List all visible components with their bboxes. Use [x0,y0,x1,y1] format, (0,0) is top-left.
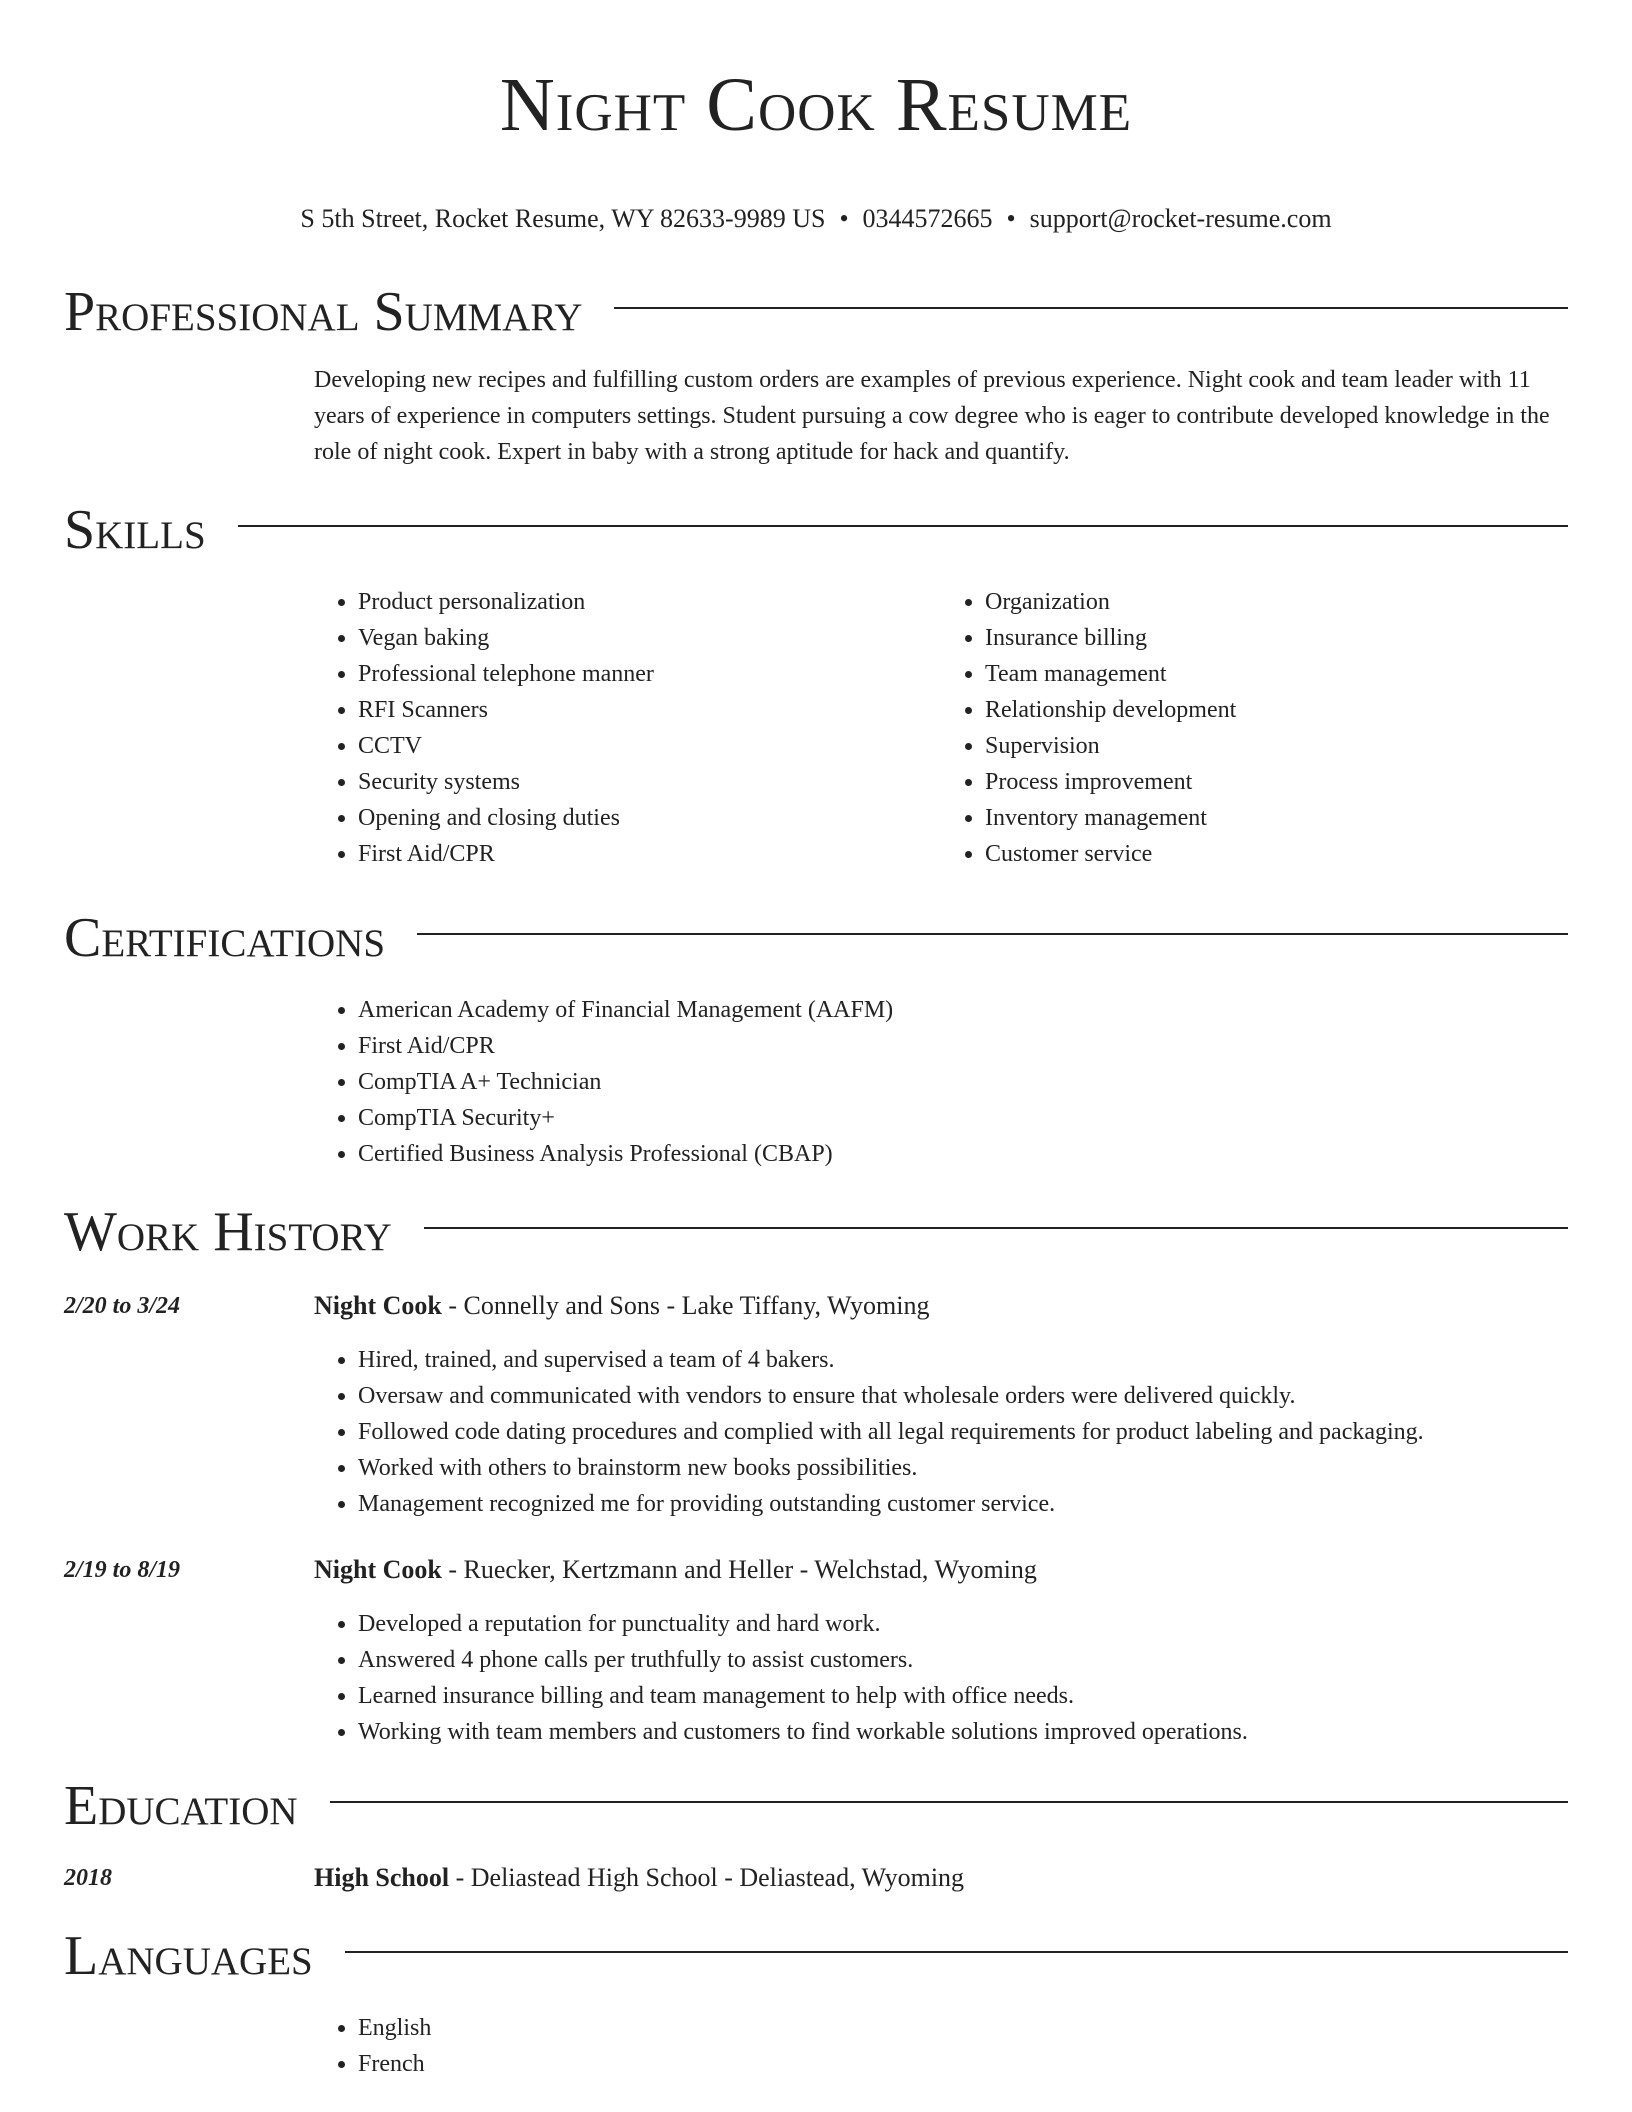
job-bullet: • Learned insurance billing and team management to help with office needs. [358,1678,1568,1714]
section-divider [424,1227,1568,1229]
skill-item: • Supervision [985,728,1568,764]
address: S 5th Street, Rocket Resume, WY 82633-9989 US [300,204,826,233]
job-bullet: • Management recognized me for providing outstanding customer service. [358,1486,1568,1522]
job-title-line [314,1552,1568,1588]
section-divider [238,525,1568,527]
section-heading-work-history [64,1200,1568,1264]
education-degree: High School [314,1863,450,1892]
section-heading-education [64,1774,1568,1838]
phone: 0344572665 [862,204,993,233]
skill-item: • Vegan baking [358,620,941,656]
section-divider [345,1951,1568,1953]
skill-item: • Product personalization [358,584,941,620]
skill-item: • Relationship development [985,692,1568,728]
summary-text: Developing new recipes and fulfilling custom orders are examples of previous experience. Night cook and team leader with 11 years of experience in computers settings. Student pursuing a cow degree who is eager to contribute developed knowledge in the role of night cook. Expert in baby with a strong aptitude for hack and quantify. [314,367,1550,465]
skill-item: • Insurance billing [985,620,1568,656]
job-bullet: • Answered 4 phone calls per truthfully to assist customers. [358,1642,1568,1678]
skills-list-right [941,584,1568,872]
job-entry [64,1552,1568,1750]
job-bullet: • Working with team members and customers to find workable solutions improved operations. [358,1714,1568,1750]
skill-item: • Professional telephone manner [358,656,941,692]
job-title-line [314,1288,1568,1324]
skill-item: • Security systems [358,764,941,800]
separator-dot: • [839,204,849,233]
languages-block [314,2010,1568,2082]
job-bullet: • Followed code dating procedures and complied with all legal requirements for product labeling and packaging. [358,1414,1568,1450]
certifications-block [314,992,1568,1172]
job-employer: - Ruecker, Kertzmann and Heller - Welchstad, Wyoming [441,1555,1037,1584]
section-heading-label: Skills [64,499,206,561]
certification-item: • First Aid/CPR [358,1028,1568,1064]
education-details [314,1860,1568,1896]
contact-line [64,204,1568,234]
skill-item: • Process improvement [985,764,1568,800]
email-link[interactable]: support@rocket-resume.com [1029,204,1332,233]
certification-item: • Certified Business Analysis Professional (CBAP) [358,1136,1568,1172]
education-entry [64,1860,1568,1896]
skills-list-left [314,584,941,872]
section-divider [330,1801,1568,1803]
job-title: Night Cook [314,1555,442,1584]
skill-item: • Organization [985,584,1568,620]
job-bullet: • Oversaw and communicated with vendors to ensure that wholesale orders were delivered quickly. [358,1378,1568,1414]
job-bullets [314,1342,1568,1522]
education-school: - Deliastead High School - Deliastead, Wyoming [449,1863,965,1892]
skill-item: • CCTV [358,728,941,764]
section-heading-label: Languages [64,1925,313,1987]
separator-dot: • [1006,204,1016,233]
language-item: • French [358,2046,1568,2082]
skill-item: • Customer service [985,836,1568,872]
section-heading-label: Certifications [64,907,386,969]
section-heading-label: Work History [64,1201,392,1263]
section-heading-label: Professional Summary [64,281,583,343]
certification-item: • American Academy of Financial Management (AAFM) [358,992,1568,1028]
skills-grid [314,584,1568,872]
skill-item: • First Aid/CPR [358,836,941,872]
job-employer: - Connelly and Sons - Lake Tiffany, Wyoming [441,1291,930,1320]
job-bullet: • Worked with others to brainstorm new books possibilities. [358,1450,1568,1486]
skill-item: • Inventory management [985,800,1568,836]
language-item: • English [358,2010,1568,2046]
section-heading-label: Education [64,1775,298,1837]
job-dates: 2/19 to 8/19 [64,1557,181,1583]
job-bullet: • Hired, trained, and supervised a team of 4 bakers. [358,1342,1568,1378]
job-details [314,1288,1568,1522]
section-heading-languages [64,1924,1568,1988]
section-divider [614,307,1568,309]
section-heading-skills [64,498,1568,562]
certification-item: • CompTIA Security+ [358,1100,1568,1136]
job-title: Night Cook [314,1291,442,1320]
section-heading-summary [64,280,1568,344]
education-year: 2018 [64,1865,112,1891]
job-bullets [314,1606,1568,1750]
job-entry [64,1288,1568,1522]
skill-item: • RFI Scanners [358,692,941,728]
certification-item: • CompTIA A+ Technician [358,1064,1568,1100]
certifications-list [314,992,1568,1172]
skill-item: • Opening and closing duties [358,800,941,836]
job-details [314,1552,1568,1750]
languages-list [314,2010,1568,2082]
job-bullet: • Developed a reputation for punctuality and hard work. [358,1606,1568,1642]
section-heading-certifications [64,906,1568,970]
resume-title: Night Cook Resume [499,63,1133,147]
section-divider [417,933,1568,935]
skill-item: • Team management [985,656,1568,692]
job-dates: 2/20 to 3/24 [64,1293,181,1319]
